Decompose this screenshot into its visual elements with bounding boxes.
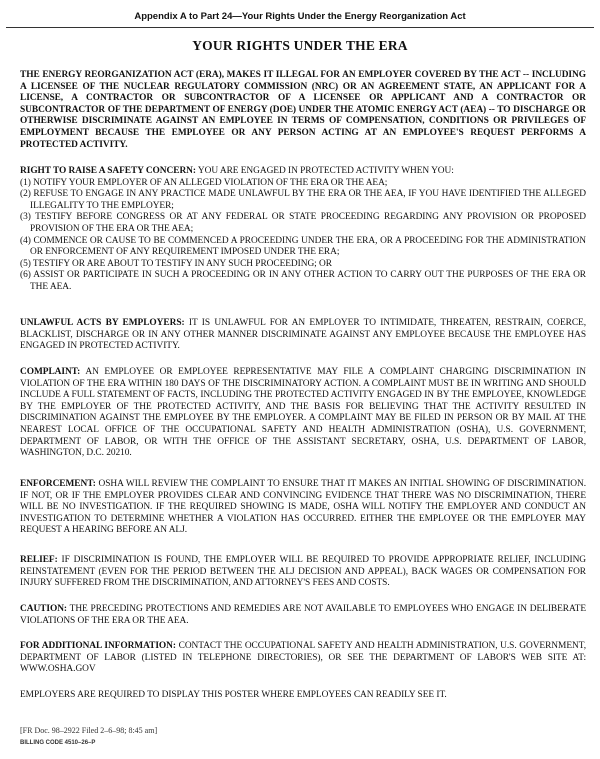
protected-activity-item: (6) ASSIST OR PARTICIPATE IN SUCH A PROCEEDING OR IN ANY OTHER ACTION TO CARRY OUT THE PURPOSES OF THE ERA OR THE AEA. bbox=[20, 270, 586, 292]
fr-doc-note: [FR Doc. 98–2922 Filed 2–6–98; 8:45 am] bbox=[20, 726, 158, 735]
appendix-heading: Appendix A to Part 24—Your Rights Under the Energy Reorganization Act bbox=[134, 11, 466, 22]
section-label: RIGHT TO RAISE A SAFETY CONCERN: bbox=[20, 166, 196, 176]
right-to-raise-section bbox=[20, 166, 586, 294]
intro-paragraph: THE ENERGY REORGANIZATION ACT (ERA), MAKES IT ILLEGAL FOR AN EMPLOYER COVERED BY THE ACT -- INCLUDING A LICENSEE OF THE NUCLEAR REGULATORY COMMISSION (NRC) OR AN AGREEMENT STATE, AN APPLICANT FOR A LICENSE, A CONTRACTOR OR SUBCONTRACTOR OF A LICENSEE OR APPLICANT AND A CONTRACTOR OR SUBCONTRACTOR OF THE DEPARTMENT OF ENERGY (DOE) UNDER THE ATOMIC ENERGY ACT (AEA) -- TO DISCHARGE OR OTHERWISE DISCRIMINATE AGAINST AN EMPLOYEE IN TERMS OF COMPENSATION, CONDITIONS OR PRIVILEGES OF EMPLOYMENT BECAUSE THE EMPLOYEE OR ANY PERSON ACTING AT AN EMPLOYEE'S REQUEST PERFORMS A PROTECTED ACTIVITY. bbox=[20, 70, 586, 150]
section-label: RELIEF: bbox=[20, 555, 58, 565]
section-text: AN EMPLOYEE OR EMPLOYEE REPRESENTATIVE MAY FILE A COMPLAINT CHARGING DISCRIMINATION IN VIOLATION OF THE ERA WITHIN 180 DAYS OF THE DISCRIMINATORY ACTION. A COMPLAINT MUST BE IN WRITING AND SHOULD INCLUDE A FULL STATEMENT OF FACTS, INCLUDING THE PROTECTED ACTIVITY ENGAGED IN BY THE EMPLOYEE, KNOWLEDGE BY THE EMPLOYER OF THE PROTECTED ACTIVITY, AND THE BASIS FOR BELIEVING THAT THE ACTIVITY RESULTED IN DISCRIMINATION AGAINST THE EMPLOYEE BY THE EMPLOYER. A COMPLAINT MAY BE FILED IN PERSON OR BY MAIL AT THE NEAREST LOCAL OFFICE OF THE OCCUPATIONAL SAFETY AND HEALTH ADMINISTRATION (OSHA), U.S. GOVERNMENT, DEPARTMENT OF LABOR, OR WITH THE OFFICE OF THE ASSISTANT SECRETARY, OSHA, U.S. DEPARTMENT OF LABOR, WASHINGTON, D.C. 20210. bbox=[20, 367, 586, 459]
unlawful-acts-section bbox=[20, 318, 586, 353]
additional-info-section bbox=[20, 641, 586, 676]
protected-activity-item: (1) NOTIFY YOUR EMPLOYER OF AN ALLEGED VIOLATION OF THE ERA OR THE AEA; bbox=[20, 177, 388, 188]
protected-activity-item: (4) COMMENCE OR CAUSE TO BE COMMENCED A PROCEEDING UNDER THE ERA, OR A PROCEEDING FOR THE ADMINISTRATION OR ENFORCEMENT OF ANY REQUIREMENT IMPOSED UNDER THE ERA; bbox=[20, 235, 586, 258]
enforcement-section bbox=[20, 479, 586, 537]
right-to-raise-heading bbox=[20, 166, 586, 178]
protected-activity-item: (3) TESTIFY BEFORE CONGRESS OR AT ANY FEDERAL OR STATE PROCEEDING REGARDING ANY PROVISION OR PROPOSED PROVISION OF THE ERA OR THE AEA; bbox=[20, 212, 586, 234]
section-text: IT IS UNLAWFUL FOR AN EMPLOYER TO INTIMIDATE, THREATEN, RESTRAIN, COERCE, BLACKLIST, DISCHARGE OR IN ANY OTHER MANNER DISCRIMINATE AGAINST ANY EMPLOYEE BECAUSE THE EMPLOYEE HAS ENGAGED IN PROTECTED ACTIVITY. bbox=[20, 318, 586, 352]
section-text: THE PRECEDING PROTECTIONS AND REMEDIES ARE NOT AVAILABLE TO EMPLOYEES WHO ENGAGE IN DELIBERATE VIOLATIONS OF THE ERA OR THE AEA. bbox=[20, 604, 587, 626]
header-divider bbox=[6, 27, 594, 28]
section-label: ENFORCEMENT: bbox=[20, 479, 96, 489]
complaint-section bbox=[20, 367, 586, 460]
right-to-raise-lead: YOU ARE ENGAGED IN PROTECTED ACTIVITY WHEN YOU: bbox=[197, 166, 454, 176]
caution-section bbox=[20, 604, 586, 627]
section-label: FOR ADDITIONAL INFORMATION: bbox=[20, 641, 176, 651]
protected-activity-item: (5) TESTIFY OR ARE ABOUT TO TESTIFY IN ANY SUCH PROCEEDING; OR bbox=[20, 258, 332, 269]
section-text: OSHA WILL REVIEW THE COMPLAINT TO ENSURE THAT IT MAKES AN INITIAL SHOWING OF DISCRIMINATION. IF NOT, OR IF THE EMPLOYER PROVIDES CLEAR AND CONVINCING EVIDENCE THAT THERE WAS NO DISCRIMINATION, THERE WILL BE NO INVESTIGATION. IF THE REQUIRED SHOWING IS MADE, OSHA WILL NOTIFY THE EMPLOYER AND CONDUCT AN INVESTIGATION TO DETERMINE WHETHER A VIOLATION HAS OCCURRED. EITHER THE EMPLOYEE OR THE EMPLOYER MAY REQUEST A HEARING BEFORE AN ALJ. bbox=[20, 479, 586, 536]
section-label: UNLAWFUL ACTS BY EMPLOYERS: bbox=[20, 318, 185, 328]
section-label: CAUTION: bbox=[20, 604, 67, 614]
page-title: YOUR RIGHTS UNDER THE ERA bbox=[192, 38, 408, 53]
billing-code: BILLING CODE 4510–26–P bbox=[20, 740, 96, 746]
section-text: IF DISCRIMINATION IS FOUND, THE EMPLOYER WILL BE REQUIRED TO PROVIDE APPROPRIATE RELIEF, INCLUDING REINSTATEMENT (EVEN FOR THE PERIOD BETWEEN THE ALJ DECISION AND APPEAL), BACK WAGES OR COMPENSATION FOR INJURY SUFFERED FROM THE DISCRIMINATION, AND ATTORNEY'S FEES AND COSTS. bbox=[20, 555, 587, 589]
display-requirement: EMPLOYERS ARE REQUIRED TO DISPLAY THIS POSTER WHERE EMPLOYEES CAN READILY SEE IT. bbox=[20, 690, 447, 700]
protected-activity-item: (2) REFUSE TO ENGAGE IN ANY PRACTICE MADE UNLAWFUL BY THE ERA OR THE AEA, IF YOU HAVE IDENTIFIED THE ALLEGED ILLEGALITY TO THE EMPLOYER; bbox=[20, 189, 586, 211]
section-text: CONTACT THE OCCUPATIONAL SAFETY AND HEALTH ADMINISTRATION, U.S. GOVERNMENT, DEPARTMENT OF LABOR (LISTED IN TELEPHONE DIRECTORIES), OR SEE THE DEPARTMENT OF LABOR'S WEB SITE AT: WWW.OSHA.GOV bbox=[20, 641, 586, 675]
relief-section bbox=[20, 555, 586, 590]
section-label: COMPLAINT: bbox=[20, 367, 81, 377]
